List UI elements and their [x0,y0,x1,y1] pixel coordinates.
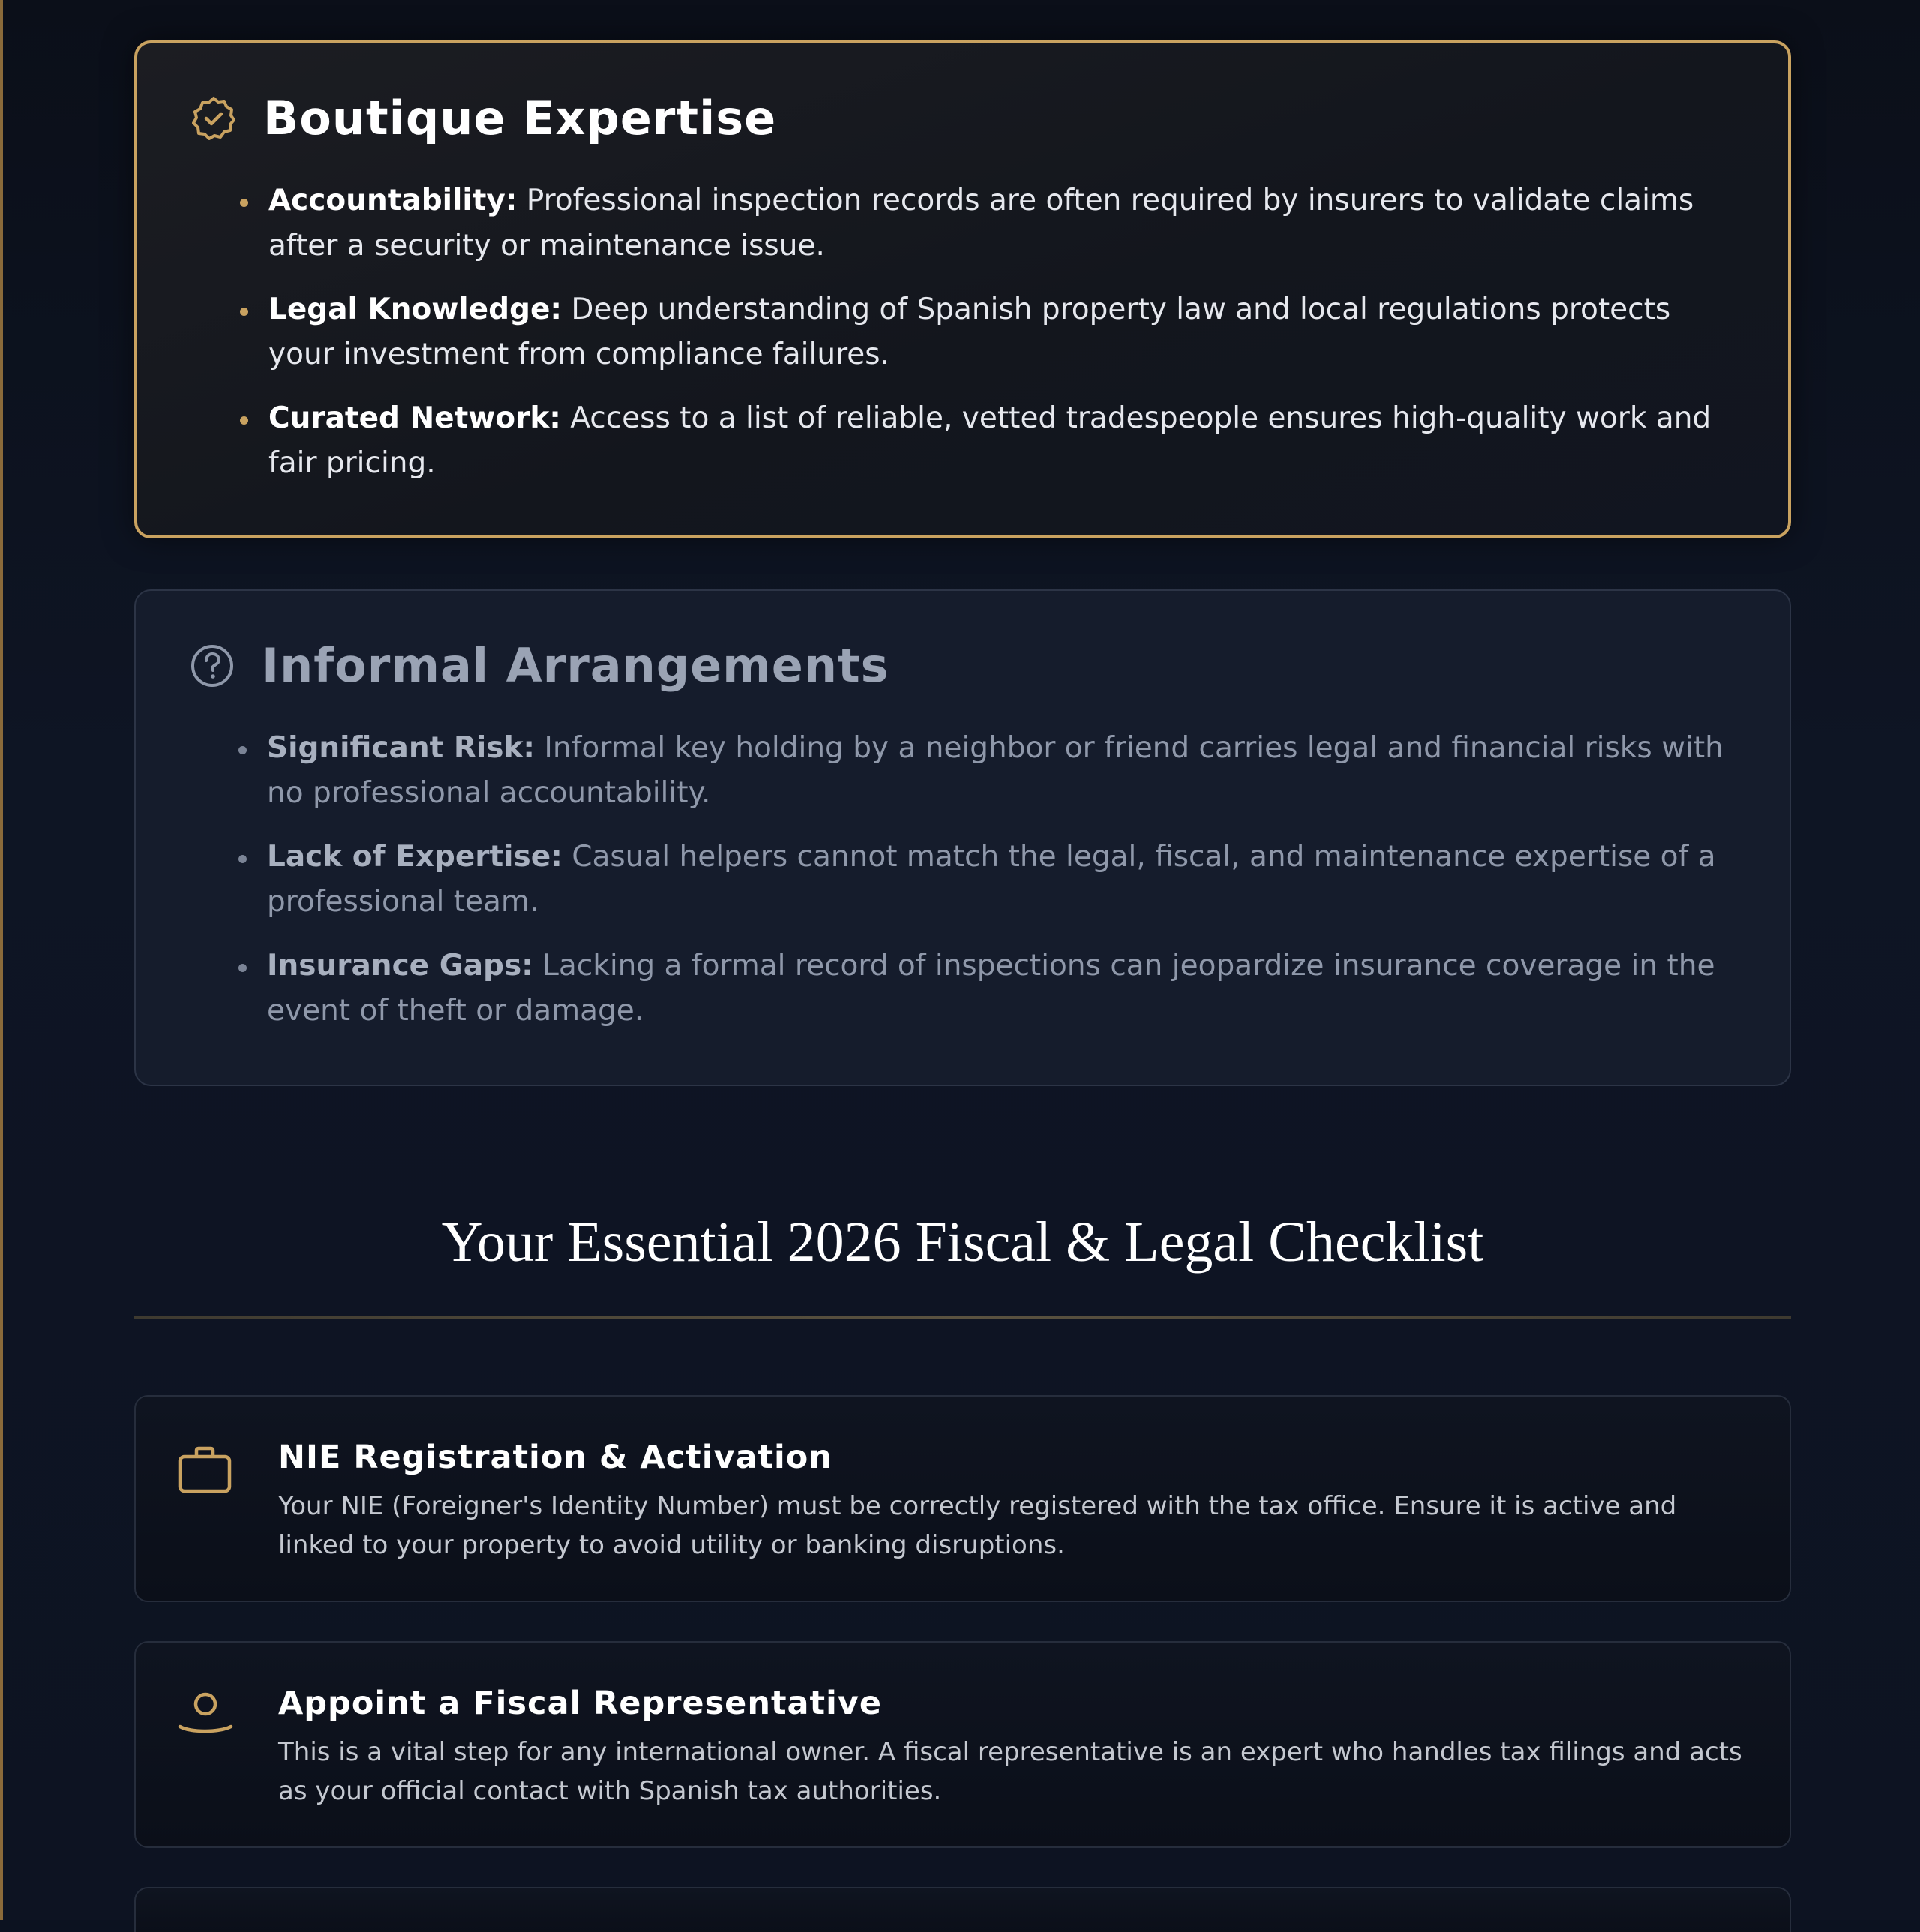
list-item-label: Legal Knowledge: [268,292,562,326]
list-item-label: Insurance Gaps: [267,949,533,982]
checklist-item-text: This is a vital step for any international owner. A fiscal representative is an expert who handles tax filings and acts as your official contact with Spanish tax authorities. [278,1736,1742,1806]
section-divider [134,1316,1791,1318]
list-item [268,178,1728,268]
boutique-expertise-card [134,40,1791,538]
list-item-text: Informal key holding by a neighbor or friend carries legal and financial risks with no professional accountability. [267,731,1724,810]
checklist-item-next [134,1887,1791,1932]
list-item-text: Professional inspection records are often required by insurers to validate claims after a security or maintenance issue. [268,184,1694,262]
list-item-label: Lack of Expertise: [267,840,562,874]
informal-header [188,638,890,693]
list-item [267,835,1730,925]
question-circle-icon [188,642,236,690]
list-item-text: Access to a list of reliable, vetted tradespeople ensures high-quality work and fair pricing. [268,401,1712,480]
informal-arrangements-card [134,590,1791,1086]
informal-title: Informal Arrangements [262,638,890,693]
list-item [267,726,1730,816]
list-item-label: Curated Network: [268,401,561,435]
list-item [268,396,1728,486]
checklist-item-nie [134,1395,1791,1602]
boutique-title: Boutique Expertise [263,91,777,146]
checklist-title: Your Essential 2026 Fiscal & Legal Checklist [441,1210,1484,1274]
list-item [268,287,1728,377]
informal-list [267,726,1730,1052]
list-item-text: Deep understanding of Spanish property law and local regulations protects your investment from compliance failures. [268,292,1671,371]
list-item-label: Accountability: [268,184,518,218]
content-container [134,40,1791,1932]
checklist-item-title: Appoint a Fiscal Representative [278,1684,883,1722]
list-item-text: Lacking a formal record of inspections can jeopardize insurance coverage in the event of theft or damage. [267,949,1715,1028]
list-item-label: Significant Risk: [267,731,535,765]
boutique-header [190,91,777,146]
briefcase-icon [177,1443,234,1500]
list-item-text: Casual helpers cannot match the legal, fiscal, and maintenance expertise of a professional team. [267,840,1716,919]
list-item [267,944,1730,1034]
checklist-item-text: Your NIE (Foreigner's Identity Number) must be correctly registered with the tax office. Ensure it is active and linked to your property to avoid utility or banking disruptions. [278,1490,1677,1560]
checklist-item-title: NIE Registration & Activation [278,1438,832,1476]
badge-check-icon [190,94,238,142]
checklist-item-fiscal-rep [134,1641,1791,1848]
user-icon [177,1689,234,1746]
boutique-list [268,178,1728,505]
